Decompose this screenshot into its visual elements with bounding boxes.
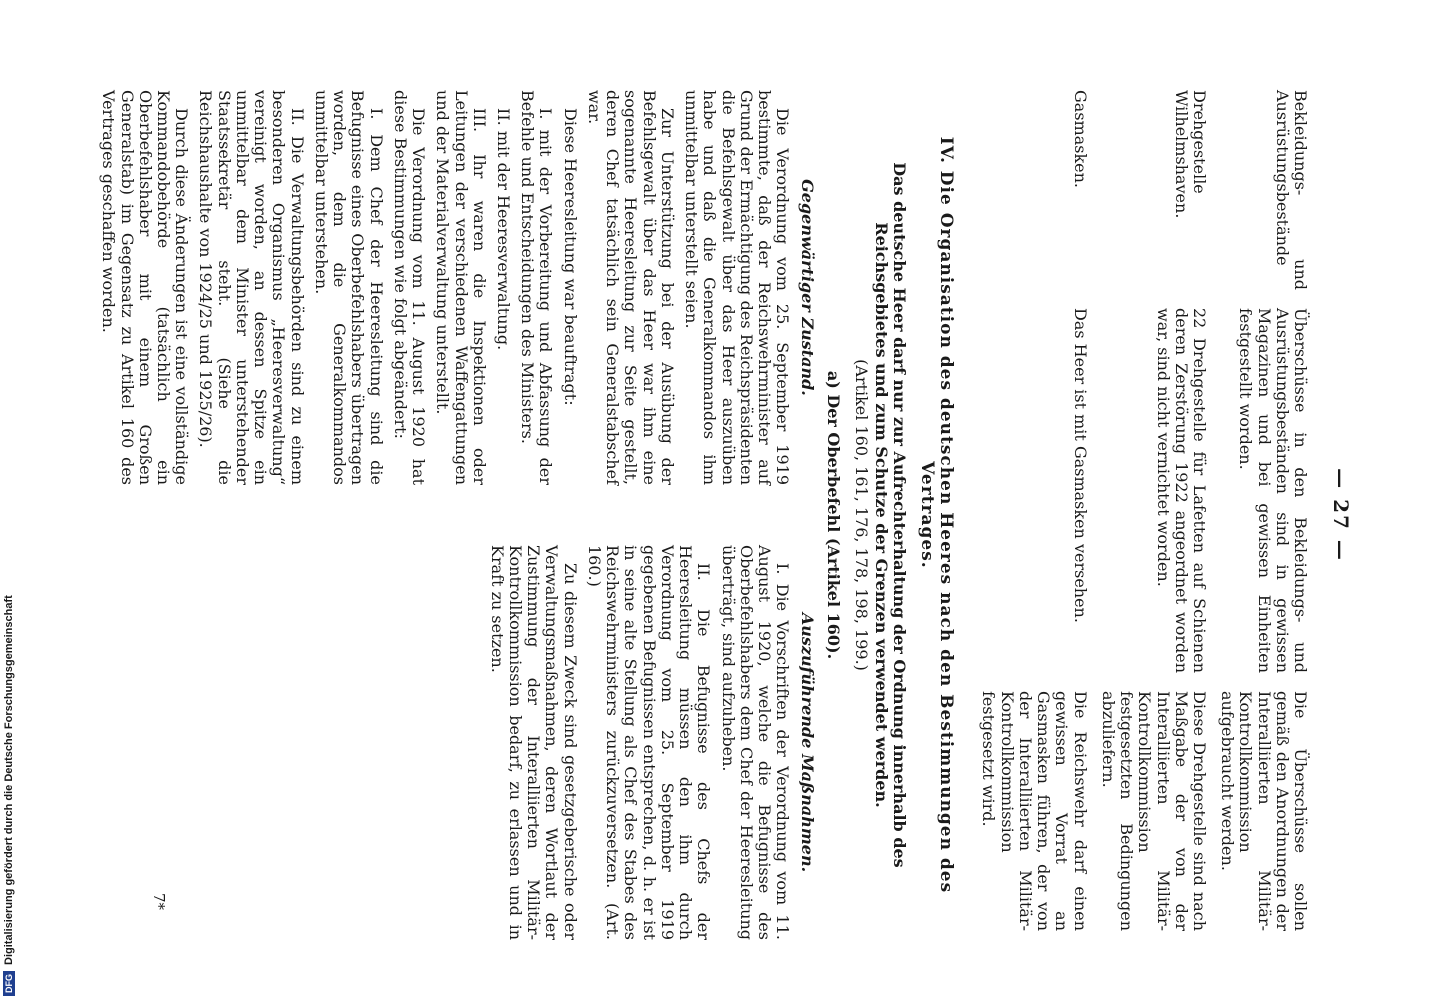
paragraph: Diese Heeresleitung war beauftragt: (560, 108, 580, 406)
paragraph: II. mit der Heeresverwaltung. (494, 108, 514, 351)
two-column-body (93, 90, 815, 940)
paragraph: I. mit der Vorbereitung und Abfassung der Befehle und Entscheidungen des Ministers. (518, 90, 556, 485)
table-cell-measure: Die Reichswehr darf einen gewissen Vorrat an Gasmasken führen, der von der Interalliierten Militär-Kontrollkommission festgesetzt wird. (979, 691, 1090, 931)
paragraph: Durch diese Änderungen ist eine vollständige Kommandobehörde (tatsächlich ein Oberbefehlshaber mit einem Großen Generalstab) im Gegensatz zu Artikel 160 des Vertrages geschaffen worden. (99, 90, 192, 485)
table-row (1218, 90, 1309, 940)
digitization-credit (0, 0, 18, 1000)
paragraph: II. Die Verwaltungsbehörden sind zu einem besonderen Organismus „Heeresverwaltung“ vereinigt worden, an dessen Spitze ein unmittelbar dem Minister unterstehender Staatssekretär steht. (Siehe die Reichshaushalte von 1924/25 und 1925/26). (196, 90, 307, 485)
dfg-logo-icon: DFG (3, 971, 15, 996)
table-cell-measure: Die Überschüsse sollen gemäß den Anordnungen der Interalliierten Militär-Kontrollkommission aufgebraucht werden. (1218, 691, 1311, 931)
table-cell-state: 22 Drehgestelle für Lafetten auf Schienen deren Zerstörung 1922 angeordnet worden war, sind nicht vernichtet worden. (1153, 308, 1210, 673)
table-cell-category: Gasmasken. (1070, 90, 1090, 189)
paragraph: II. Die Befugnisse des Chefs der Heeresleitung müssen den ihm durch Verordnung vom 25. September 1919 gegebenen Befugnissen entsprechen, d. h. er ist in seine alte Stellung als Chef des Stabes des Reichswehrministers zurückzuversetzen. (Art. 160.) (584, 545, 714, 940)
paragraph: Die Verordnung vom 25. September 1919 bestimmte, daß der Reichswehrminister auf Grund der Ermächtigung des Reichspräsidenten die Befehlsgewalt über das Heer auszuüben habe und daß die Generalkommandos ihm unmittelbar unterstellt seien. (682, 90, 793, 485)
table-cell-measure: Diese Drehgestelle sind nach Maßgabe der von der Interalliierten Militär-Kontrollkommission festgesetzten Bedingungen abzuliefern. (1098, 691, 1210, 931)
subsection-title: a) Der Oberbefehl (Artikel 160). (823, 370, 843, 660)
page-number: — 27 — (1329, 468, 1353, 562)
table-cell-state: Das Heer ist mit Gasmasken versehen. (1070, 308, 1090, 623)
section-title: IV. Die Organisation des deutschen Heeres nach den Bestimmungen des Vertrages. (916, 136, 957, 894)
section-article-reference: (Artikel 160, 161, 176, 178, 198, 199.) (852, 359, 871, 671)
measures-column (93, 545, 815, 940)
paragraph: Zu diesem Zweck sind gesetzgeberische oder Verwaltungsmaßnahmen, deren Wortlaut der Zustimmung der Interalliierten Militär-Kontrollkommission bedarf, zu erlassen und in Kraft zu setzen. (487, 545, 580, 940)
table-row (979, 90, 1088, 940)
paragraph: I. Dem Chef der Heeresleitung sind die Befugnisse eines Oberbefehlshabers übertragen worden, dem die Generalkommandos unmittelbar unterstehen. (311, 90, 386, 485)
table-cell-category: Bekleidungs- und Ausrüstungsbestände (1272, 90, 1311, 290)
signature-mark: 7* (150, 892, 169, 910)
paragraph: I. Die Vorschriften der Verordnung vom 11. August 1920, welche die Befugnisse des Oberbefehlshabers dem Chef der Heeresleitung überträgt, sind aufzuheben. (718, 545, 793, 940)
table-cell-state: Überschüsse in den Bekleidungs- und Ausrüstungsbeständen sind in gewissen Magazinen und bei gewissen Einheiten festgestellt worden. (1236, 308, 1311, 673)
paragraph: Zur Unterstützung bei der Ausübung der Befehlsgewalt über das Heer war ihm eine sogenannte Heeresleitung zur Seite gestellt, deren Chef tatsächlich sein Generalstabschef war. (584, 90, 677, 485)
measures-table (979, 90, 1309, 940)
paragraph: III. Ihr waren die Inspektionen oder Leitungen der verschiedenen Waffengattungen und der Materialverwaltung unterstellt. (433, 90, 489, 485)
section-subtitle: Das deutsche Heer darf nur zur Aufrechterhaltung der Ordnung innerhalb des Reichsgebietes und zum Schutze der Grenzen verwendet werden. (872, 162, 910, 868)
column-heading: Gegenwärtiger Zustand. (797, 179, 817, 396)
table-cell-category: Drehgestelle Wilhelmshaven. (1171, 90, 1210, 219)
table-row (1099, 90, 1208, 940)
current-state-column (93, 90, 815, 485)
credit-text: Digitalisierung gefördert durch die Deutsche Forschungsgemeinschaft (3, 595, 15, 965)
column-heading: Auszuführende Maßnahmen. (797, 612, 817, 873)
paragraph: Die Verordnung vom 11. August 1920 hat diese Bestimmungen wie folgt abgeändert: (390, 90, 429, 485)
